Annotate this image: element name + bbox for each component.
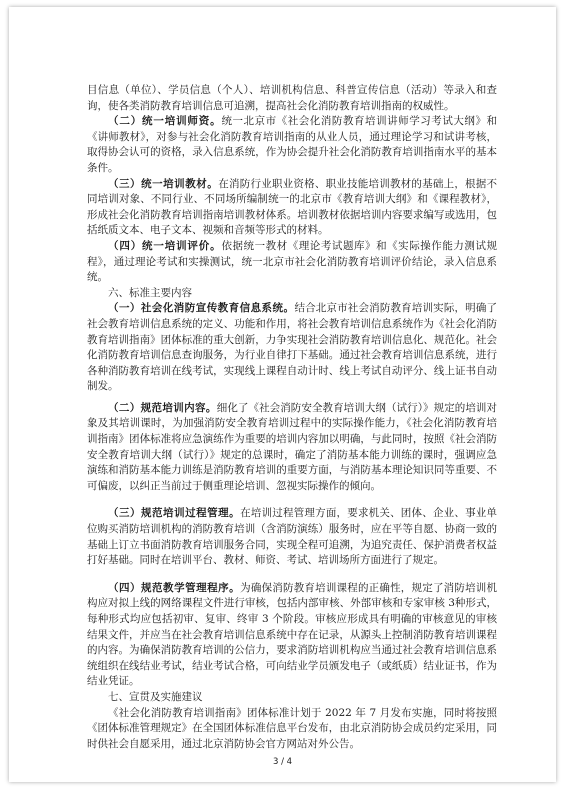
paragraph-9 — [87, 690, 497, 706]
paragraph-text: 六、标准主要内容 — [108, 286, 192, 299]
paragraph-heading: （二）统一培训师资。 — [108, 115, 222, 128]
paragraph-5 — [87, 301, 497, 395]
paragraph-1 — [87, 114, 497, 176]
paragraph-heading: （三）规范培训过程管理。 — [108, 507, 241, 520]
paragraph-text: 七、宣贯及实施建议 — [108, 690, 203, 703]
page-body — [87, 83, 497, 752]
paragraph-10 — [87, 706, 497, 753]
paragraph-text: 在消防行业职业资格、职业技能培训教材的基础上，根据不同培训对象、不同行业、不同场所编制统一的北京市《教育培训大纲》和《课程教材》，形成社会化消防教育培训指南培训教材体系。培训教材依据培训内容要求编写或选用，包括纸质文本、电子文本、视频和音频等形式的材料。 — [87, 177, 498, 237]
paragraph-text: 目信息（单位）、学员信息（个人）、培训机构信息、科普宣传信息（活动）等录入和查询，使各类消防教育培训信息可追溯，提高社会化消防教育培训指南的权威性。 — [87, 84, 497, 112]
paragraph-text: 结合北京市社会消防教育培训实际，明确了社会教育培训信息系统的定义、功能和作用，将社会教育培训信息系统作为《社会化消防教育培训指南》团体标准的重大创新，力争实现社会消防教育培训信息化、规范化。社会化消防教育培训信息查询服务，为行业自律打下基础。通过社会教育培训信息系统，进行各种消防教育培训在线考试，实现线上课程自动计时、线上考试自动评分、线上证书自动制发。 — [87, 302, 497, 393]
paragraph-heading: （二）规范培训内容。 — [108, 401, 217, 414]
paragraph-7 — [87, 506, 497, 568]
paragraph-heading: （三）统一培训教材。 — [108, 177, 219, 190]
paragraph-2 — [87, 177, 497, 239]
paragraph-text: 《社会化消防教育培训指南》团体标准计划于 2022 年 7 月发布实施，同时将按照《团体标准管理规定》在全国团体标准信息平台发布，由北京消防协会成员约定采用，同时供社会自愿采用，通过北京消防协会官方网站对外公告。 — [87, 706, 497, 750]
paragraph-6 — [87, 401, 497, 495]
paragraph-text: 为确保消防教育培训课程的正确性，规定了消防培训机构应对拟上线的网络课程文件进行审核，包括内部审核、外部审核和专家审核 3种形式，每种形式均应包括初审、复审、终审 3 个阶段。审核应形成具有明确的审核意见的审核结果文件，并应当在社会教育培训信息系统中存在记录，从源头上控制消防教育培训课程的内容。为确保消防教育培训的公信力，要求消防培训机构应当通过社会教育培训信息系统组织在线结业考试，结业考试合格，可向结业学员颁发电子（或纸质）结业证书，作为结业凭证。 — [87, 581, 497, 688]
paragraph-heading: （四）统一培训评价。 — [108, 239, 222, 252]
paragraph-text: 依据统一教材《理论考试题库》和《实际操作能力测试规程》，通过理论考试和实操测试，统一北京市社会化消防教育培训评价结论，录入信息系统。 — [87, 239, 498, 284]
paragraph-text: 细化了《社会消防安全教育培训大纲（试行）》规定的培训对象及其培训课时，为加强消防安全教育培训过程中的实际操作能力，《社会化消防教育培训指南》团体标准将应急演练作为重要的培训内容加以明确，与此同时，按照《社会消防安全教育培训大纲（试行）》规定的总课时，确定了消防基本能力训练的课时，强调应急演练和消防基本能力训练是消防教育培训的重要方面，与消防基本理论知识同等重要、不可偏废，以纠正当前过于侧重理论培训、忽视实际操作的倾向。 — [87, 401, 498, 492]
paragraph-4 — [87, 286, 497, 302]
paragraph-heading: （一）社会化消防宣传教育信息系统。 — [108, 302, 295, 315]
paragraph-3 — [87, 239, 497, 286]
paragraph-0 — [87, 83, 497, 114]
document-page — [9, 7, 556, 782]
page-number: 3 / 4 — [272, 757, 293, 767]
paragraph-text: 在培训过程管理方面，要求机关、团体、企业、事业单位购买消防培训机构的消防教育培训（含消防演练）服务时，应在平等自愿、协商一致的基础上订立书面消防教育培训服务合同，实现全程可追溯，为追究责任、保护消费者权益打好基础。同时在培训平台、教材、师资、考试、培训场所方面进行了规定。 — [87, 507, 497, 567]
paragraph-heading: （四）规范教学管理程序。 — [108, 581, 241, 594]
paragraph-text: 统一北京市《社会化消防教育培训讲师学习考试大纲》和《讲师教材》，对参与社会化消防教育培训指南的从业人员，通过理论学习和试讲考核，取得协会认可的资格，录入信息系统，作为协会提升社会化消防教育培训指南水平的基本条件。 — [87, 115, 498, 174]
paragraph-8 — [87, 581, 497, 690]
